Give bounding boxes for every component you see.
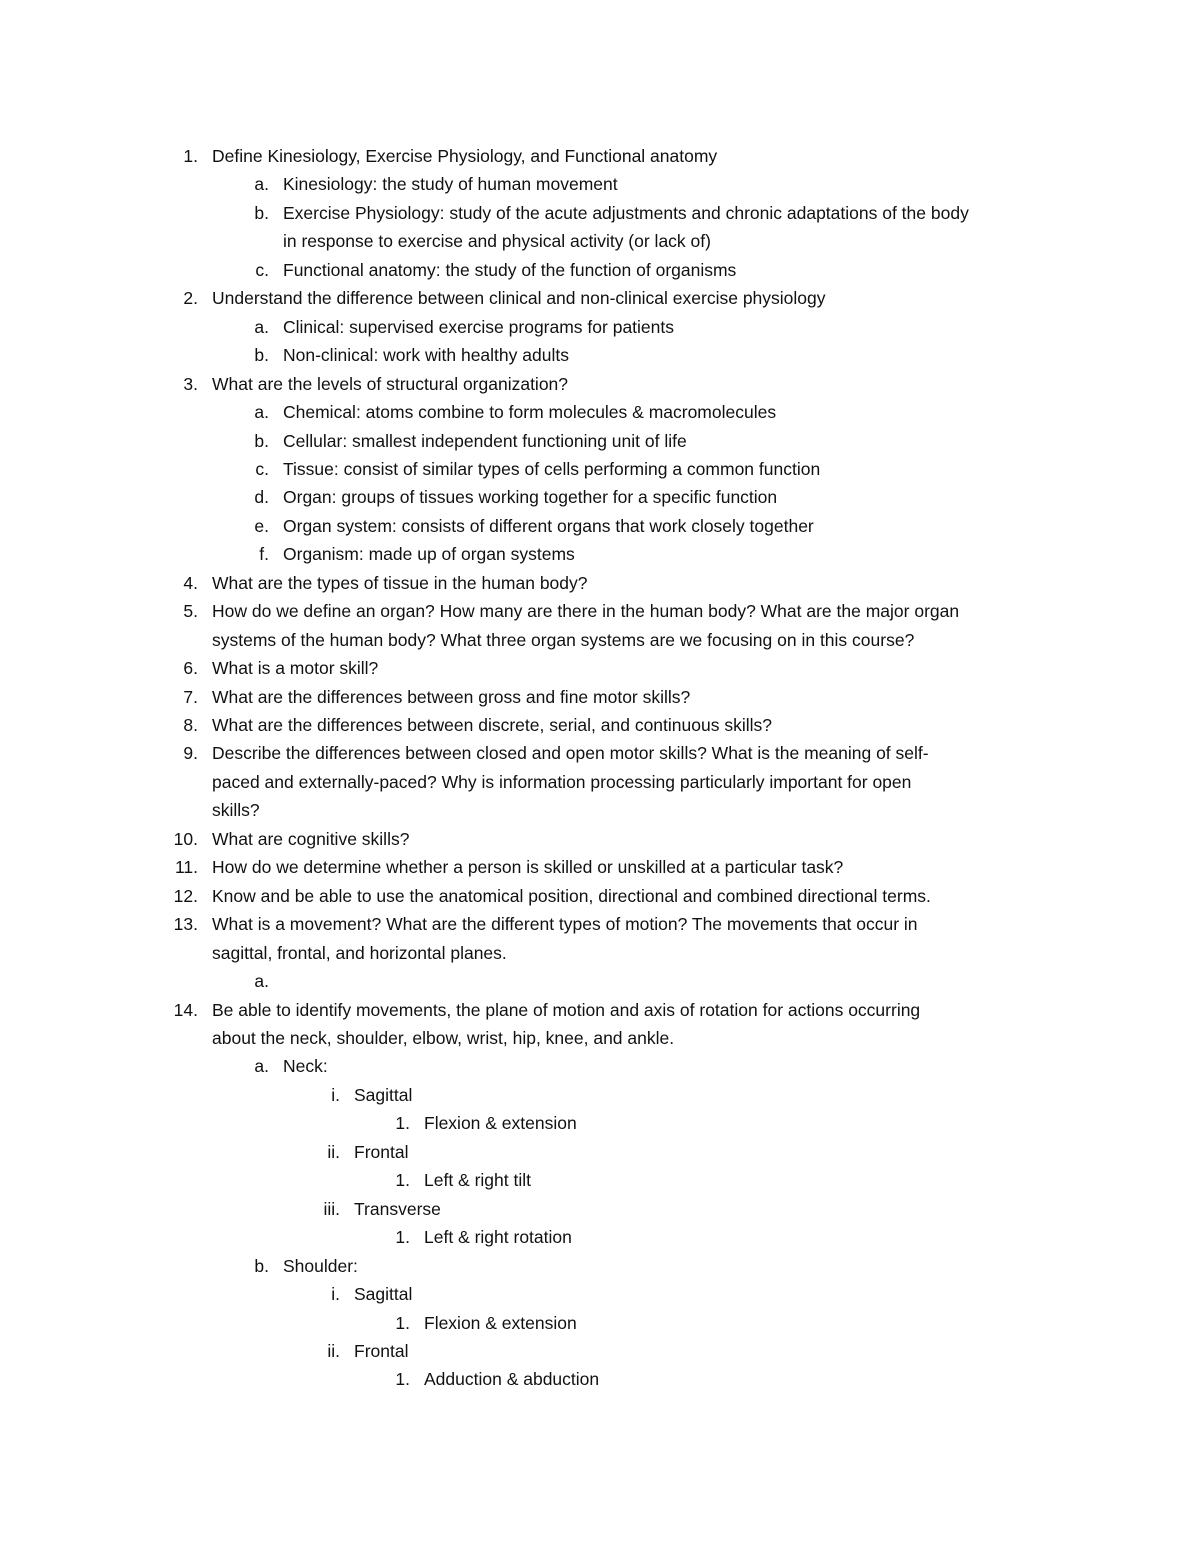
outline-line xyxy=(331,1283,413,1305)
outline-line xyxy=(212,799,260,821)
outline-line xyxy=(323,1198,441,1220)
list-marker: 5. xyxy=(183,601,198,622)
list-item-text: What is a movement? What are the different types of motion? The movements that occur in xyxy=(212,914,918,935)
list-item-text: Know and be able to use the anatomical position, directional and combined directional terms. xyxy=(212,885,931,906)
list-marker: 10. xyxy=(173,828,198,849)
list-marker: 12. xyxy=(173,885,198,906)
list-item-text: Frontal xyxy=(354,1340,409,1361)
list-item-text: Frontal xyxy=(354,1141,409,1162)
list-item-text: Flexion & extension xyxy=(424,1312,577,1333)
list-item-text: Organism: made up of organ systems xyxy=(283,544,575,565)
list-marker: 1. xyxy=(395,1369,410,1390)
list-marker: i. xyxy=(331,1084,340,1105)
outline-line xyxy=(173,828,410,850)
list-item-text: Non-clinical: work with healthy adults xyxy=(283,345,569,366)
list-marker: 7. xyxy=(183,686,198,707)
list-marker: ii. xyxy=(327,1141,340,1162)
outline-line xyxy=(254,316,674,338)
outline-line xyxy=(183,742,929,764)
list-marker: 1. xyxy=(395,1312,410,1333)
outline-line xyxy=(183,686,691,708)
list-marker: a. xyxy=(254,174,269,195)
outline-line xyxy=(183,600,960,622)
list-item-text: systems of the human body? What three organ systems are we focusing on in this course? xyxy=(212,629,915,650)
list-item-text: Transverse xyxy=(354,1198,441,1219)
list-marker: 1. xyxy=(395,1170,410,1191)
list-marker: i. xyxy=(331,1284,340,1304)
outline-line xyxy=(254,515,814,537)
list-marker: 2. xyxy=(183,288,198,309)
list-item-text: sagittal, frontal, and horizontal planes. xyxy=(212,942,507,963)
list-item-text: Define Kinesiology, Exercise Physiology, and Functional anatomy xyxy=(212,146,718,166)
list-marker: 13. xyxy=(173,914,198,935)
outline-line xyxy=(212,942,507,964)
list-item-text: Cellular: smallest independent functioning unit of life xyxy=(283,430,687,451)
list-marker: d. xyxy=(254,487,269,508)
list-marker: 6. xyxy=(183,658,198,679)
list-marker: c. xyxy=(255,259,269,280)
list-item-text: Be able to identify movements, the plane of motion and axis of rotation for actions occurring xyxy=(212,999,921,1020)
outline-line xyxy=(395,1368,600,1390)
list-item-text: Flexion & extension xyxy=(424,1113,577,1134)
list-marker: b. xyxy=(254,1255,269,1276)
outline-line xyxy=(327,1340,409,1362)
outline-line xyxy=(183,373,569,395)
list-item-text: Organ: groups of tissues working together for a specific function xyxy=(283,487,778,508)
list-marker: 8. xyxy=(183,715,198,735)
list-item-text: Describe the differences between closed and open motor skills? What is the meaning of self- xyxy=(212,743,929,764)
list-item-text: Tissue: consist of similar types of cells performing a common function xyxy=(283,458,821,479)
outline-line xyxy=(395,1169,531,1191)
outline-line xyxy=(395,1312,577,1334)
list-item-text: in response to exercise and physical activity (or lack of) xyxy=(283,231,711,252)
list-item-text: Functional anatomy: the study of the function of organisms xyxy=(283,259,737,280)
list-item-text: Exercise Physiology: study of the acute adjustments and chronic adaptations of the body xyxy=(283,202,969,223)
list-item-text: Neck: xyxy=(283,1056,328,1077)
outline-line xyxy=(183,657,379,679)
list-item-text: How do we define an organ? How many are there in the human body? What are the major organ xyxy=(212,601,960,622)
list-item-text: What are the types of tissue in the human body? xyxy=(212,572,588,593)
outline-line xyxy=(212,629,914,651)
list-marker: b. xyxy=(254,345,269,366)
outline-line xyxy=(212,1027,674,1049)
list-item-text: Clinical: supervised exercise programs for patients xyxy=(283,316,674,337)
outline-line xyxy=(254,430,687,452)
list-marker: 4. xyxy=(183,572,198,593)
list-marker: c. xyxy=(255,458,269,479)
outline-line xyxy=(173,999,921,1021)
outline-line xyxy=(173,913,918,935)
list-marker: a. xyxy=(254,402,269,423)
list-item-text: Organ system: consists of different organs that work closely together xyxy=(283,515,814,536)
list-marker: 1. xyxy=(395,1113,410,1134)
list-item-text: Left & right tilt xyxy=(424,1170,531,1191)
outline-line xyxy=(254,202,969,224)
list-marker: a. xyxy=(254,1056,269,1077)
outline-line xyxy=(183,145,718,167)
list-item-text: What are the levels of structural organization? xyxy=(212,373,569,394)
list-item-text: What is a motor skill? xyxy=(212,658,379,679)
list-item-text: How do we determine whether a person is skilled or unskilled at a particular task? xyxy=(212,857,844,878)
list-item-text: paced and externally-paced? Why is information processing particularly important for open xyxy=(212,771,912,792)
list-marker: 1. xyxy=(183,146,198,166)
list-item-text: Left & right rotation xyxy=(424,1227,572,1248)
list-marker: 9. xyxy=(183,743,198,764)
outline-line xyxy=(254,344,569,366)
list-marker: f. xyxy=(259,544,269,565)
list-marker: 14. xyxy=(173,999,198,1020)
list-marker: a. xyxy=(254,316,269,337)
list-marker: 3. xyxy=(183,373,198,394)
outline-line xyxy=(254,1055,328,1077)
outline-line xyxy=(254,486,778,508)
outline-line xyxy=(254,1255,358,1277)
outline-line xyxy=(183,714,772,736)
outline-line xyxy=(395,1226,572,1248)
list-item-text: Sagittal xyxy=(354,1084,413,1105)
list-item-text: skills? xyxy=(212,800,260,821)
list-item-text: Kinesiology: the study of human movement xyxy=(283,174,618,195)
outline-line xyxy=(255,259,737,281)
list-item-text: about the neck, shoulder, elbow, wrist, hip, knee, and ankle. xyxy=(212,1027,675,1048)
list-marker: 11. xyxy=(174,857,198,878)
list-marker: 1. xyxy=(395,1227,410,1248)
list-marker: e. xyxy=(254,515,269,536)
list-item-text: Adduction & abduction xyxy=(424,1369,600,1390)
list-item-text: What are the differences between discrete, serial, and continuous skills? xyxy=(212,715,772,735)
list-marker: iii. xyxy=(323,1198,340,1219)
list-marker: a. xyxy=(254,971,269,991)
outline-line xyxy=(259,543,575,565)
outline-line xyxy=(254,173,618,195)
outline-line xyxy=(395,1112,577,1134)
list-marker: b. xyxy=(254,202,269,223)
outline-line xyxy=(327,1141,409,1163)
outline-line xyxy=(331,1084,413,1106)
outline-line xyxy=(174,856,844,878)
list-item-text: What are the differences between gross and fine motor skills? xyxy=(212,686,691,707)
list-marker: b. xyxy=(254,430,269,451)
outline-line xyxy=(173,885,931,907)
outline-line xyxy=(255,458,821,480)
outline-line xyxy=(283,230,711,252)
list-marker: ii. xyxy=(327,1340,340,1361)
list-item-text: Sagittal xyxy=(354,1284,413,1304)
outline-line xyxy=(183,287,826,309)
list-item-text: What are cognitive skills? xyxy=(212,828,410,849)
outline-line xyxy=(254,401,777,423)
list-item-text: Chemical: atoms combine to form molecules & macromolecules xyxy=(283,402,777,423)
outline-line xyxy=(212,771,911,793)
list-item-text: Shoulder: xyxy=(283,1255,358,1276)
list-item-text: Understand the difference between clinical and non-clinical exercise physiology xyxy=(212,288,826,309)
outline-line xyxy=(183,572,588,594)
